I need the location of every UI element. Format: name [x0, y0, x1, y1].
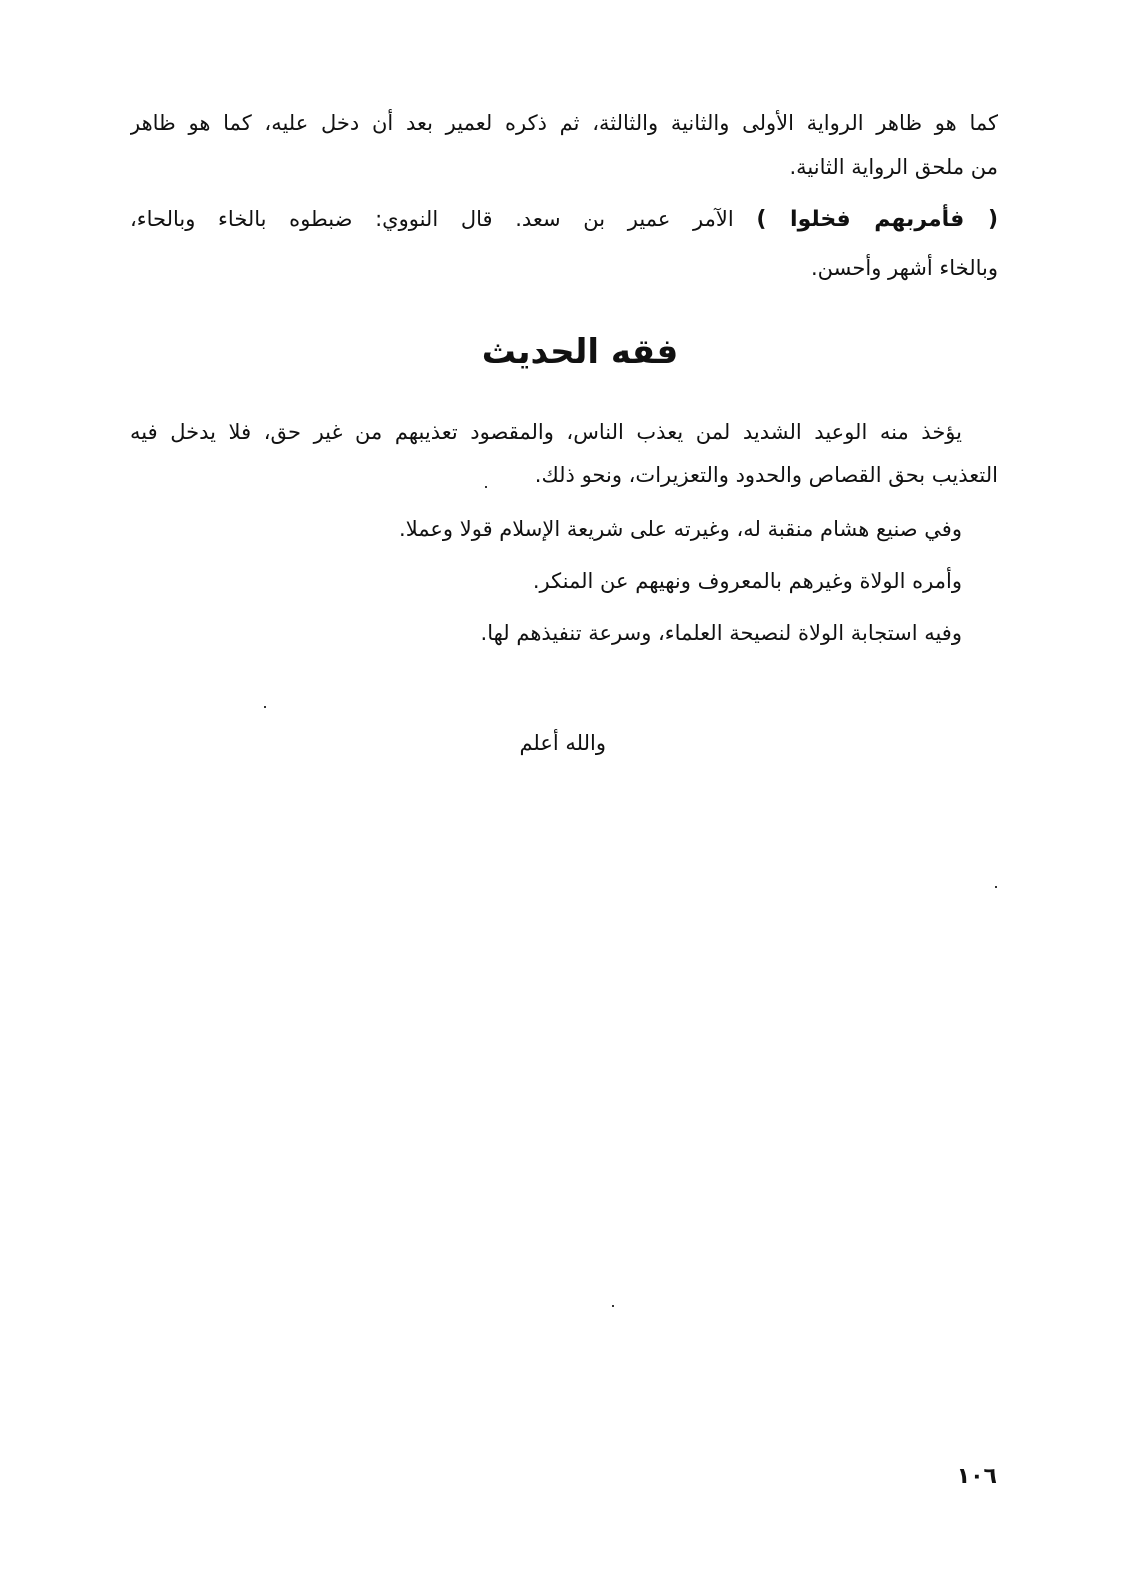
scan-speck: [485, 486, 487, 488]
paragraph-2-line-1: [130, 204, 998, 236]
paragraph-1-line-1: كما هو ظاهر الرواية الأولى والثانية والثالثة، ثم ذكره لعمير بعد أن دخل عليه، كما هو ظاهر: [130, 111, 998, 135]
closing-line: والله أعلم: [519, 731, 606, 755]
paragraph-4: وفي صنيع هشام منقبة له، وغيرته على شريعة الإسلام قولا وعملا.: [399, 517, 962, 541]
paragraph-1-line-2: من ملحق الرواية الثانية.: [789, 155, 998, 179]
page-number: ١٠٦: [956, 1464, 997, 1489]
scan-speck: [264, 706, 266, 708]
paragraph-5: وأمره الولاة وغيرهم بالمعروف ونهيهم عن المنكر.: [532, 569, 962, 593]
paragraph-2-line-2: وبالخاء أشهر وأحسن.: [810, 256, 998, 280]
paragraph-3-line-1: يؤخذ منه الوعيد الشديد لمن يعذب الناس، والمقصود تعذيبهم من غير حق، فلا يدخل فيه: [130, 420, 962, 444]
paragraph-6: وفيه استجابة الولاة لنصيحة العلماء، وسرعة تنفيذهم لها.: [480, 621, 962, 645]
scan-speck: [995, 886, 997, 888]
paragraph-3-line-2: التعذيب بحق القصاص والحدود والتعزيرات، ونحو ذلك.: [534, 463, 998, 487]
scan-speck: [612, 1305, 614, 1307]
hadith-phrase: ( فأمربهم فخلوا ): [756, 207, 998, 232]
paragraph-2-explanation: الآمر عمير بن سعد. قال النووي: ضبطوه بالخاء وبالحاء،: [130, 207, 734, 231]
section-heading: فقه الحديث: [481, 332, 679, 372]
